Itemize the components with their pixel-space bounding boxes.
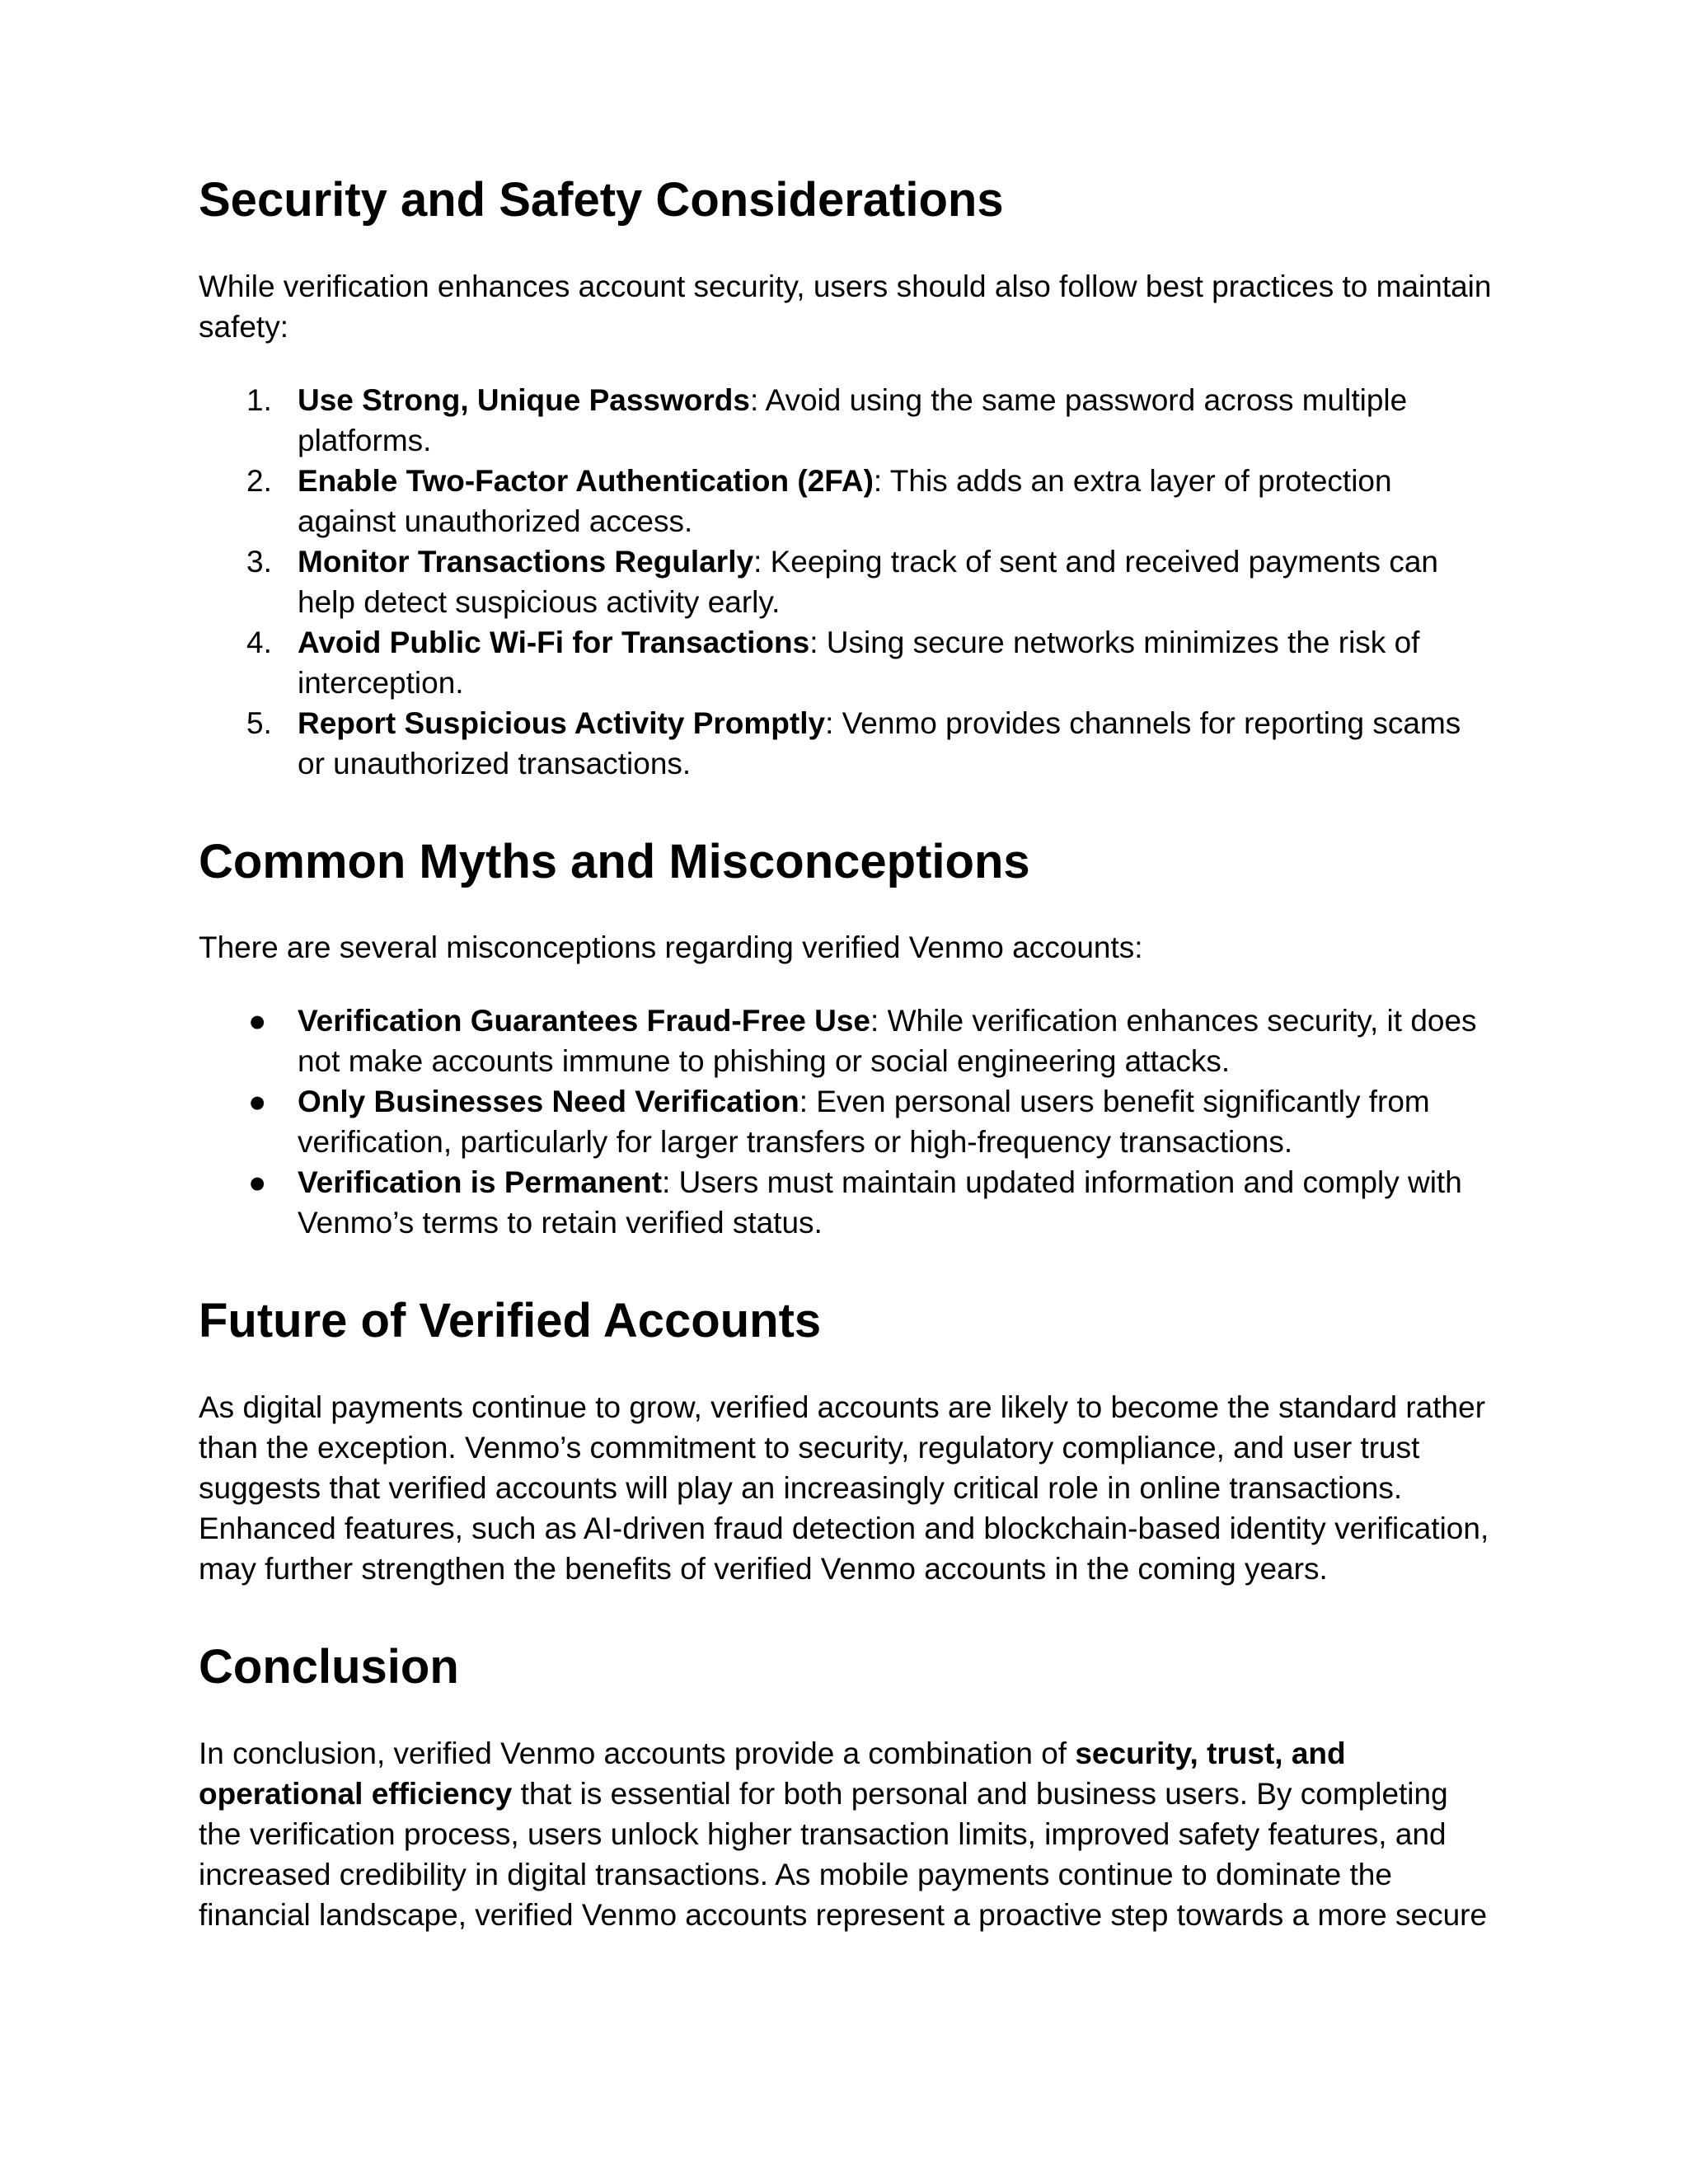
conclusion-text-post: that is essential for both personal and business users. By completing the verification process, users unlock higher transaction limits, improved safety features, and increased credibility in digital transactions. As mobile payments continue to dominate the financial landscape, verified Venmo accounts represent a proactive step towards a more secure bbox=[199, 1776, 1488, 1932]
list-item bbox=[199, 541, 1493, 622]
bullet-icon: ● bbox=[248, 1004, 267, 1038]
bullet-icon: ● bbox=[248, 1085, 267, 1119]
document-page bbox=[199, 173, 1493, 1935]
heading-myths: Common Myths and Misconceptions bbox=[199, 834, 1030, 888]
myths-list bbox=[199, 1001, 1493, 1243]
list-item-bold: Enable Two-Factor Authentication (2FA) bbox=[298, 463, 874, 498]
list-item bbox=[199, 1162, 1493, 1243]
list-item-text: : While verification enhances security, it does not make accounts immune to phishing or social engineering attacks. bbox=[298, 1004, 1477, 1079]
list-number: 1. bbox=[246, 382, 272, 417]
list-item-bold: Report Suspicious Activity Promptly bbox=[298, 705, 826, 740]
security-intro: While verification enhances account security, users should also follow best practices to maintain safety: bbox=[199, 269, 1492, 344]
conclusion-body bbox=[199, 1733, 1493, 1935]
conclusion-text-bold: security, trust, and operational efficiency bbox=[199, 1736, 1346, 1811]
list-item-bold: Monitor Transactions Regularly bbox=[298, 544, 754, 579]
list-item bbox=[199, 703, 1493, 784]
list-item-text: : Users must maintain updated information and comply with Venmo’s terms to retain verified status. bbox=[298, 1165, 1462, 1240]
bullet-icon: ● bbox=[248, 1165, 267, 1200]
conclusion-text-pre: In conclusion, verified Venmo accounts provide a combination of bbox=[199, 1736, 1076, 1770]
list-item-bold: Avoid Public Wi-Fi for Transactions bbox=[298, 625, 810, 659]
heading-future: Future of Verified Accounts bbox=[199, 1294, 822, 1348]
list-item bbox=[199, 380, 1493, 461]
list-number: 4. bbox=[246, 625, 272, 659]
heading-security: Security and Safety Considerations bbox=[199, 173, 1004, 227]
list-item-text: : Using secure networks minimizes the risk of interception. bbox=[298, 625, 1420, 700]
list-item-text: : This adds an extra layer of protection against unauthorized access. bbox=[298, 463, 1392, 538]
security-list bbox=[199, 380, 1493, 784]
future-body: As digital payments continue to grow, verified accounts are likely to become the standard rather than the exception. Venmo’s commitment to security, regulatory compliance, and user trust suggests that verified accounts will play an increasingly critical role in online transactions. Enhanced features, such as AI-driven fraud detection and blockchain-based identity verification, may further strengthen the benefits of verified Venmo accounts in the coming years. bbox=[199, 1390, 1489, 1586]
list-item-bold: Only Businesses Need Verification bbox=[298, 1085, 799, 1119]
list-number: 5. bbox=[246, 705, 272, 740]
list-item-text: : Avoid using the same password across multiple platforms. bbox=[298, 382, 1408, 457]
list-item bbox=[199, 1081, 1493, 1162]
list-item bbox=[199, 1001, 1493, 1081]
list-number: 3. bbox=[246, 544, 272, 579]
list-item bbox=[199, 622, 1493, 703]
list-item-text: : Venmo provides channels for reporting scams or unauthorized transactions. bbox=[298, 705, 1461, 780]
list-number: 2. bbox=[246, 463, 272, 498]
list-item-bold: Verification is Permanent bbox=[298, 1165, 663, 1200]
heading-conclusion: Conclusion bbox=[199, 1640, 459, 1694]
list-item-bold: Use Strong, Unique Passwords bbox=[298, 382, 750, 417]
myths-intro: There are several misconceptions regarding verified Venmo accounts: bbox=[199, 930, 1143, 965]
list-item-text: : Keeping track of sent and received payments can help detect suspicious activity early. bbox=[298, 544, 1438, 619]
list-item bbox=[199, 461, 1493, 541]
list-item-bold: Verification Guarantees Fraud-Free Use bbox=[298, 1004, 871, 1038]
list-item-text: : Even personal users benefit significantly from verification, particularly for larger transfers or high-frequency transactions. bbox=[298, 1085, 1430, 1160]
